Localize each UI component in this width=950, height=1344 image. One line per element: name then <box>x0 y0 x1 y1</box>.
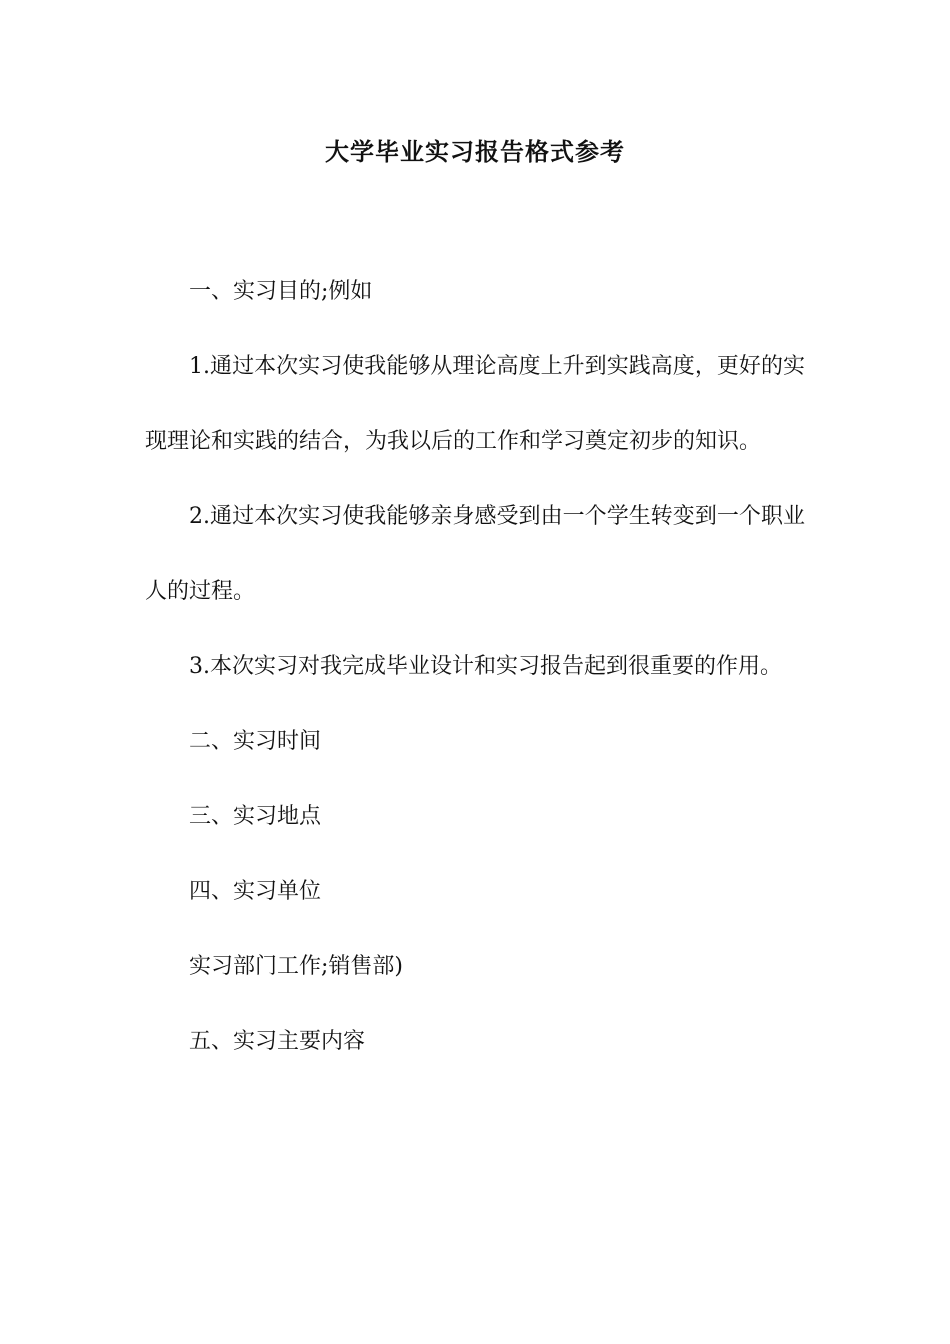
document-title: 大学毕业实习报告格式参考 <box>325 137 625 166</box>
section-heading-unit: 四、实习单位 <box>189 879 322 904</box>
section-heading-location: 三、实习地点 <box>189 804 322 829</box>
paragraph-item-3: 3.本次实习对我完成毕业设计和实习报告起到很重要的作用。 <box>189 654 782 679</box>
paragraph-department: 实习部门工作;销售部) <box>189 954 403 979</box>
section-heading-purpose: 一、实习目的;例如 <box>189 279 373 304</box>
paragraph-item-1: 1.通过本次实习使我能够从理论高度上升到实践高度，更好的实现理论和实践的结合，为我以后的工作和学习奠定初步的知识。 <box>145 354 805 454</box>
section-heading-content: 五、实习主要内容 <box>189 1029 366 1054</box>
document-body <box>145 254 805 1079</box>
paragraph-item-2: 2.通过本次实习使我能够亲身感受到由一个学生转变到一个职业人的过程。 <box>145 504 805 604</box>
section-heading-time: 二、实习时间 <box>189 729 322 754</box>
